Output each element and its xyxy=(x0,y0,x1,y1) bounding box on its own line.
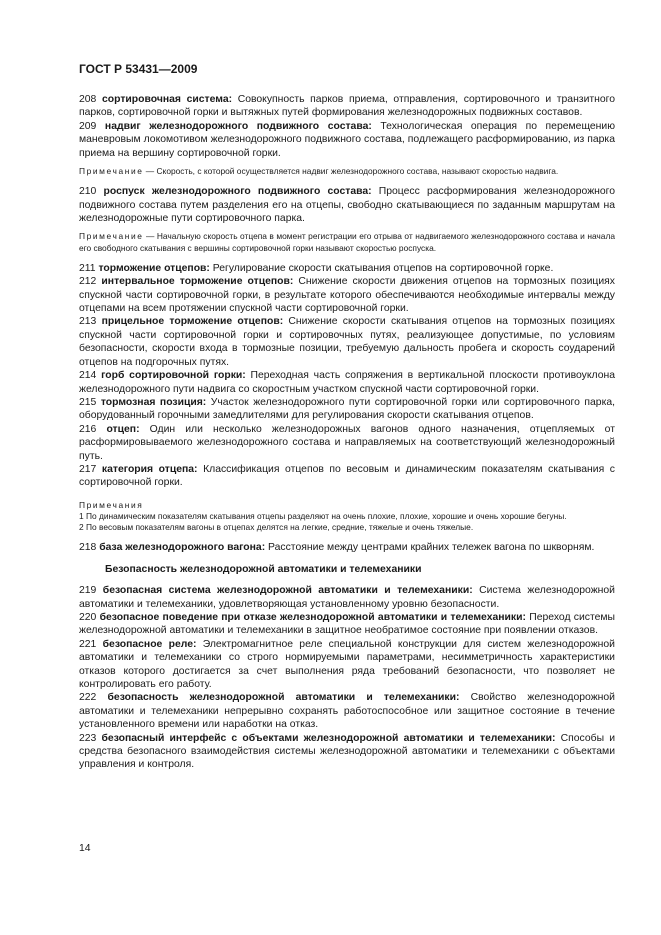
entry-number: 211 xyxy=(79,262,96,274)
entry-term: роспуск железнодорожного подвижного состава: xyxy=(103,186,372,198)
note-label: Примечание xyxy=(79,166,144,177)
page-number: 14 xyxy=(79,843,91,854)
entry-definition: Система железнодорожной автоматики и телемеханики, удовлетворяющая установленному уровню безопасности. xyxy=(79,585,615,610)
entry-term: безопасное поведение при отказе железнодорожной автоматики и телемеханики: xyxy=(99,612,526,623)
entry-term: прицельное торможение отцепов: xyxy=(101,316,284,328)
entry-definition: Процесс расформирования железнодорожного подвижного состава путем разделения его на отцепы, свободно скатывающиеся по заданным маршрутам на железнодорожные пути сортировочного парка. xyxy=(79,186,616,225)
entry-number: 214 xyxy=(79,370,97,382)
entry-number: 208 xyxy=(79,94,97,105)
entry-number: 219 xyxy=(79,585,97,597)
note-text: — Скорость, с которой осуществляется надвиг железнодорожного состава, называют скоростью надвига. xyxy=(143,166,559,177)
entry-221 xyxy=(79,638,615,692)
note-label: Примечание xyxy=(79,231,144,242)
entry-216 xyxy=(79,423,615,463)
entry-215 xyxy=(79,396,615,423)
entry-220 xyxy=(79,611,615,638)
entry-term: надвиг железнодорожного подвижного состава: xyxy=(104,120,372,132)
entry-number: 221 xyxy=(79,638,97,650)
entry-term: сортировочная система: xyxy=(101,94,233,105)
entry-term: безопасное реле: xyxy=(102,638,197,650)
entry-number: 223 xyxy=(79,732,97,744)
entry-223 xyxy=(79,732,615,772)
entry-213 xyxy=(79,315,615,369)
entry-definition: Участок железнодорожного пути сортировочной горки или сортировочного парка, оборудованный горочными замедлителями для регулирования скорости скатывания отцепов. xyxy=(79,396,616,422)
entry-209 xyxy=(79,120,615,160)
document-body xyxy=(79,93,615,772)
entry-definition: Свойство железнодорожной автоматики и телемеханики непрерывно сохранять работоспособное или защитное состояние в течение установленного времени или наработки на отказ. xyxy=(79,692,615,731)
note-217-item: 1 По динамическим показателям скатывания отцепы разделяют на очень плохие, плохие, хорошие и очень хорошие бегуны. xyxy=(79,510,567,521)
entry-term: тормозная позиция: xyxy=(100,396,207,408)
entry-number: 220 xyxy=(79,612,97,623)
entry-211 xyxy=(79,262,615,275)
entry-definition: Технологическая операция по перемещению маневровым локомотивом железнодорожного подвижного состава, подлежащего расформированию, из парка приема на вершину сортировочной горки. xyxy=(79,120,615,159)
entry-definition: Способы и средства безопасного взаимодействия системы железнодорожной автоматики и телемеханики с объектами управления и контроля. xyxy=(79,732,616,771)
entry-217 xyxy=(79,463,615,490)
entry-definition: Снижение скорости движения отцепов на тормозных позициях спускной части сортировочной горки, в результате которого обеспечиваются необходимые интервалы между отцепами на всем протяжении спускной части сортировочной горки. xyxy=(79,276,616,315)
entry-definition: Регулирование скорости скатывания отцепов на сортировочной горке. xyxy=(209,262,554,274)
entry-term: безопасный интерфейс с объектами железнодорожной автоматики и телемеханики: xyxy=(101,732,556,744)
entry-definition: Расстояние между центрами крайних тележек вагона по шкворням. xyxy=(265,542,595,554)
entry-number: 210 xyxy=(79,186,97,198)
entry-term: интервальное торможение отцепов: xyxy=(101,276,294,288)
entry-definition: Классификация отцепов по весовым и динамическим показателям скатывания с сортировочной горки. xyxy=(79,463,615,489)
entry-number: 215 xyxy=(79,396,97,408)
entry-term: база железнодорожного вагона: xyxy=(99,542,266,554)
entry-term: безопасная система железнодорожной автоматики и телемеханики: xyxy=(102,585,473,597)
entry-definition: Совокупность парков приема, отправления, сортировочного и транзитного парков, сортировочной горки и вытяжных путей формирования железнодорожных подвижных составов. xyxy=(79,94,615,119)
entry-definition: Переход системы железнодорожной автоматики и телемеханики в защитное необратимое состояние при появлении отказов. xyxy=(79,612,615,637)
entry-number: 218 xyxy=(79,542,97,554)
entry-definition: Переходная часть сопряжения в вертикальной плоскости противоуклона железнодорожного пути надвига со скоростным участком спускной части сортировочной горки. xyxy=(79,370,615,395)
note-217-item: 2 По весовым показателям вагоны в отцепах делятся на легкие, средние, тяжелые и очень тяжелые. xyxy=(79,522,474,533)
entry-208 xyxy=(79,93,615,120)
entry-212 xyxy=(79,275,615,315)
entry-number: 216 xyxy=(79,423,97,435)
note-210 xyxy=(79,231,615,253)
entry-term: безопасность железнодорожной автоматики и телемеханики: xyxy=(107,692,460,704)
entry-219 xyxy=(79,584,615,611)
entry-number: 212 xyxy=(79,276,97,288)
entry-term: отцеп: xyxy=(106,423,140,435)
entry-number: 213 xyxy=(79,316,97,328)
notes-217-label: Примечания xyxy=(79,499,144,510)
note-text: — Начальную скорость отцепа в момент регистрации его отрыва от надвигаемого железнодорожного состава и начала его свободного скатывания с вершины сортировочной горки называют скоростью роспуска. xyxy=(79,231,615,253)
entry-number: 217 xyxy=(79,463,97,475)
entry-214 xyxy=(79,369,615,396)
entry-definition: Снижение скорости скатывания отцепов на тормозных позициях спускной части сортировочной горки и сортировочных путях, реализующее допустимые, по условиям безопасности, скорости входа в тормозные позиции, требуемую дальность пробега и скорость соударений отцепов на подгорочных путях. xyxy=(79,316,616,368)
entry-number: 222 xyxy=(79,692,97,704)
entry-term: категория отцепа: xyxy=(101,463,198,475)
entry-term: торможение отцепов: xyxy=(98,262,210,274)
entry-number: 209 xyxy=(79,120,97,132)
entry-218 xyxy=(79,541,615,554)
section-title: Безопасность железнодорожной автоматики и телемеханики xyxy=(105,563,422,575)
note-209 xyxy=(79,166,615,177)
document-header: ГОСТ Р 53431—2009 xyxy=(79,62,198,76)
entry-222 xyxy=(79,691,615,731)
entry-definition: Электромагнитное реле специальной конструкции для систем железнодорожной автоматики и телемеханики со строго нормируемыми параметрами, несимметричность характеристики отказов которого достигается за счет выполнения ряда требований безопасности, что позволяет не контролировать его работу. xyxy=(79,638,615,691)
entry-definition: Один или несколько железнодорожных вагонов одного назначения, отцепляемых от расформировываемого железнодорожного состава и направляемых на соответствующий железнодорожный путь. xyxy=(79,423,615,462)
entry-term: горб сортировочной горки: xyxy=(101,370,246,382)
entry-210 xyxy=(79,185,615,225)
